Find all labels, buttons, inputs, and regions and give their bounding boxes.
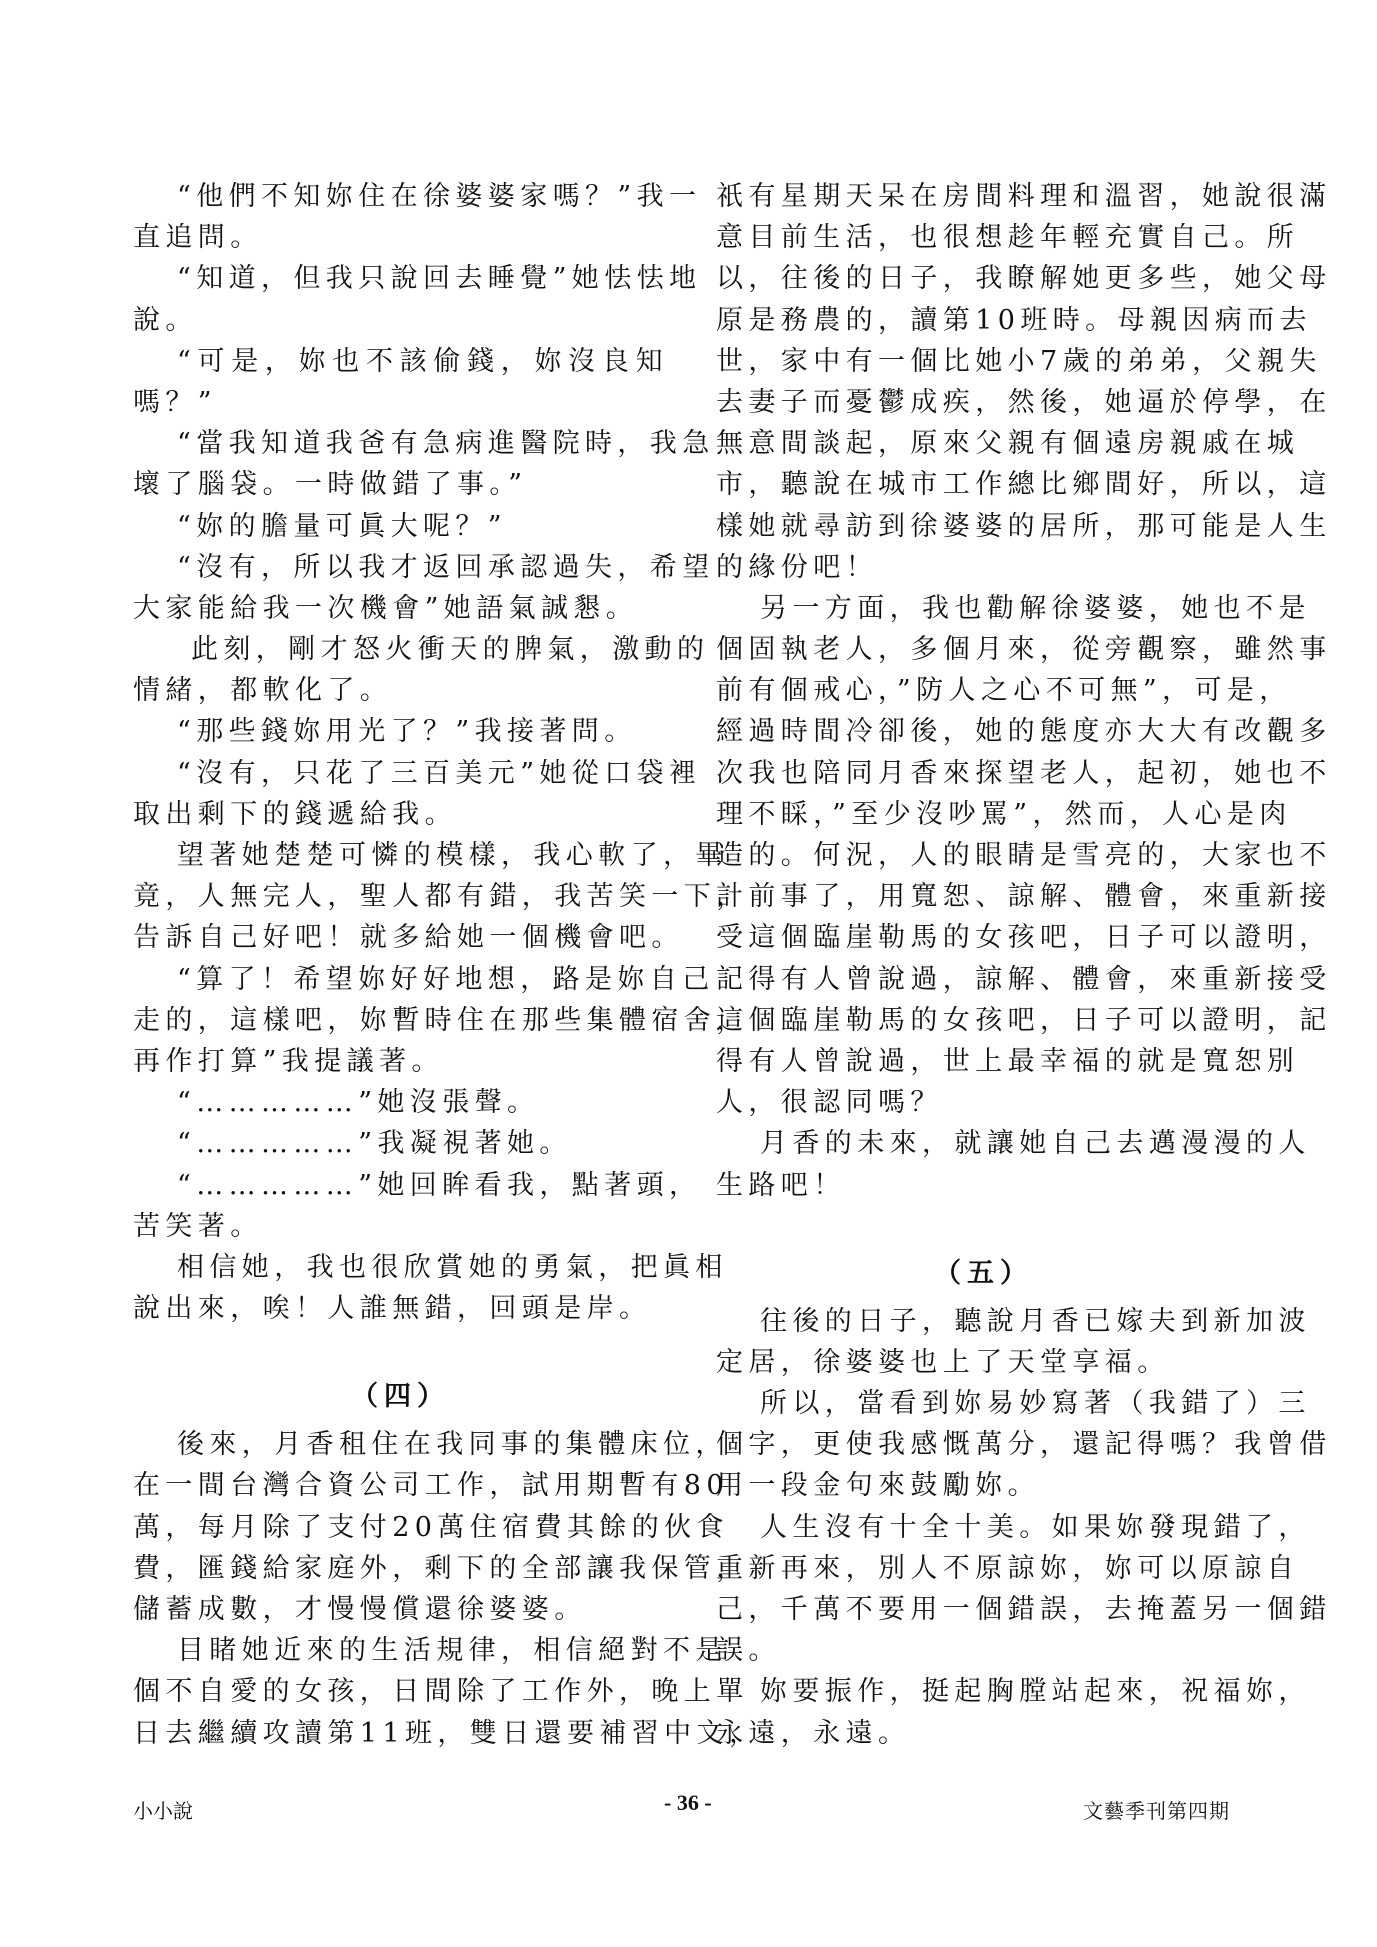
text-line: 目睹她近來的生活規律，相信絕對不是 [177, 1635, 728, 1667]
text-line: 大家能給我一次機會”她語氣誠懇。 [133, 592, 639, 624]
text-line: 次我也陪同月香來探望老人，起初，她也不 [716, 757, 1332, 789]
page-number: - 36 - [664, 1790, 712, 1815]
text-line: 壞了腦袋。一時做錯了事。” [133, 469, 528, 501]
text-line: 後來，月香租住在我同事的集體床位， [177, 1429, 728, 1461]
right-column [716, 176, 1332, 1754]
text-line: 計前事了，用寬恕、諒解、體會，來重新接 [716, 881, 1332, 913]
text-line: 竟，人無完人，聖人都有錯，我苦笑一下， [133, 881, 749, 913]
text-line: 人生沒有十全十美。如果妳發現錯了， [760, 1511, 1311, 1543]
text-line: 生路吧！ [716, 1169, 846, 1201]
text-line: 人，很認同嗎？ [716, 1087, 943, 1119]
text-line: 另一方面，我也勸解徐婆婆，她也不是 [760, 592, 1311, 624]
footer-section-label: 小小說 [133, 1799, 193, 1823]
text-line: 的緣份吧！ [716, 551, 878, 583]
text-line: 理不睬，”至少沒吵罵”，然而，人心是肉 [716, 798, 1292, 830]
footer-publication: 文藝季刊第四期 [1083, 1799, 1230, 1823]
text-line: 個字，更使我感慨萬分，還記得嗎？我曾借 [716, 1429, 1332, 1461]
text-line: 走的，這樣吧，妳暫時住在那些集體宿舍， [133, 1004, 749, 1036]
text-line: 得有人曾說過，世上最幸福的就是寬恕別 [716, 1045, 1300, 1077]
section-heading-4: （四） [351, 1381, 450, 1413]
text-line: “算了！希望妳好好地想，路是妳自己 [177, 963, 715, 995]
text-line: 苦笑著。 [133, 1210, 263, 1242]
text-line: 相信她，我也很欣賞她的勇氣，把眞相 [177, 1251, 728, 1283]
text-line: 萬，每月除了支付20萬住宿費其餘的伙食 [133, 1511, 729, 1543]
text-line: 費，匯錢給家庭外，剩下的全部讓我保管， [133, 1552, 749, 1584]
text-line: 這個臨崖勒馬的女孩吧，日子可以證明，記 [716, 1004, 1332, 1036]
text-line: 世，家中有一個比她小7歲的弟弟，父親失 [716, 345, 1322, 377]
text-line: 原是務農的，讀第10班時。母親因病而去 [716, 304, 1312, 336]
text-line: 月香的未來，就讓她自己去邁漫漫的人 [760, 1128, 1311, 1160]
text-line: 直追問。 [133, 222, 263, 254]
section-gap [133, 1329, 668, 1370]
text-line: “當我知道我爸有急病進醫院時，我急 [177, 428, 715, 460]
text-line: 去妻子而憂鬱成疾，然後，她逼於停學，在 [716, 386, 1332, 418]
text-line: “那些錢妳用光了？”我接著問。 [177, 716, 637, 748]
text-line: 誤。 [716, 1635, 781, 1667]
text-line: 再作打算”我提議著。 [133, 1045, 444, 1077]
text-line: 說出來，唉！人誰無錯，回頭是岸。 [133, 1293, 652, 1325]
text-line: 告訴自己好吧！就多給她一個機會吧。 [133, 922, 684, 954]
text-line: 定居，徐婆婆也上了天堂享福。 [716, 1346, 1170, 1378]
text-line: “他們不知妳住在徐婆婆家嗎？”我一 [177, 181, 702, 212]
left-lines-b [133, 1424, 762, 1754]
text-line: 此刻，剛才怒火衝天的脾氣，激動的 [191, 634, 710, 666]
text-line: “沒有，所以我才返回承認過失，希望 [177, 551, 715, 583]
text-line: 個不自愛的女孩，日間除了工作外，晚上單 [133, 1676, 749, 1708]
text-line: “……………”她回眸看我，點著頭， [177, 1169, 702, 1201]
text-line: 日去繼續攻讀第11班，雙日還要補習中文， [133, 1717, 762, 1749]
text-line: 記得有人曾說過，諒解、體會，來重新接受 [716, 963, 1332, 995]
text-line: 望著她楚楚可憐的模樣，我心軟了，畢 [177, 840, 728, 871]
text-line: 嗎？” [133, 386, 218, 418]
text-line: 市，聽說在城市工作總比鄉間好，所以，這 [716, 469, 1332, 501]
text-line: “知道，但我只說回去睡覺”她怯怯地 [177, 263, 702, 295]
text-line: 造的。何況，人的眼睛是雪亮的，大家也不 [716, 840, 1332, 871]
text-line: 往後的日子，聽說月香已嫁夫到新加波 [760, 1305, 1311, 1337]
text-line: 儲蓄成數，才慢慢償還徐婆婆。 [133, 1594, 587, 1625]
text-line: 以，往後的日子，我瞭解她更多些，她父母 [716, 263, 1332, 295]
text-line: 意目前生活，也很想趁年輕充實自己。所 [716, 222, 1300, 254]
section-gap [716, 1206, 1251, 1247]
text-line: “妳的膽量可眞大呢？” [177, 510, 508, 542]
left-column [133, 176, 762, 1754]
text-line: 己，千萬不要用一個錯誤，去掩蓋另一個錯 [716, 1594, 1332, 1625]
text-line: “……………”她沒張聲。 [177, 1087, 540, 1119]
text-line: 祇有星期天呆在房間料理和溫習，她說很滿 [716, 181, 1332, 212]
right-lines-a [716, 176, 1332, 1206]
text-line: 永遠，永遠。 [716, 1717, 911, 1749]
left-lines-a [133, 176, 749, 1329]
text-line: 受這個臨崖勒馬的女孩吧，日子可以證明， [716, 922, 1332, 954]
text-line: 無意間談起，原來父親有個遠房親戚在城 [716, 428, 1300, 460]
text-line: “……………”我凝視著她。 [177, 1128, 572, 1160]
text-line: 經過時間冷卻後，她的態度亦大大有改觀多 [716, 716, 1332, 748]
text-line: 取出剩下的錢遞給我。 [133, 798, 457, 830]
text-line: 個固執老人，多個月來，從旁觀察，雖然事 [716, 634, 1332, 666]
text-line: 所以，當看到妳易妙寫著（我錯了）三 [760, 1388, 1311, 1420]
text-line: 樣她就尋訪到徐婆婆的居所，那可能是人生 [716, 510, 1332, 542]
text-line: 重新再來，別人不原諒妳，妳可以原諒自 [716, 1552, 1300, 1584]
section-heading-5: （五） [934, 1257, 1033, 1289]
text-line: “可是，妳也不該偷錢，妳沒良知 [177, 345, 668, 377]
text-line: 妳要振作，挺起胸膛站起來，祝福妳， [760, 1676, 1311, 1708]
text-line: 在一間台灣合資公司工作，試用期暫有80 [133, 1470, 729, 1502]
text-line: 用一段金句來鼓勵妳。 [716, 1470, 1040, 1502]
text-line: 前有個戒心，”防人之心不可無”，可是， [716, 675, 1292, 707]
text-line: 情緒，都軟化了。 [133, 675, 393, 707]
right-lines-b [716, 1301, 1332, 1754]
text-line: 說。 [133, 304, 198, 336]
text-line: “沒有，只花了三百美元”她從口袋裡 [177, 757, 702, 789]
